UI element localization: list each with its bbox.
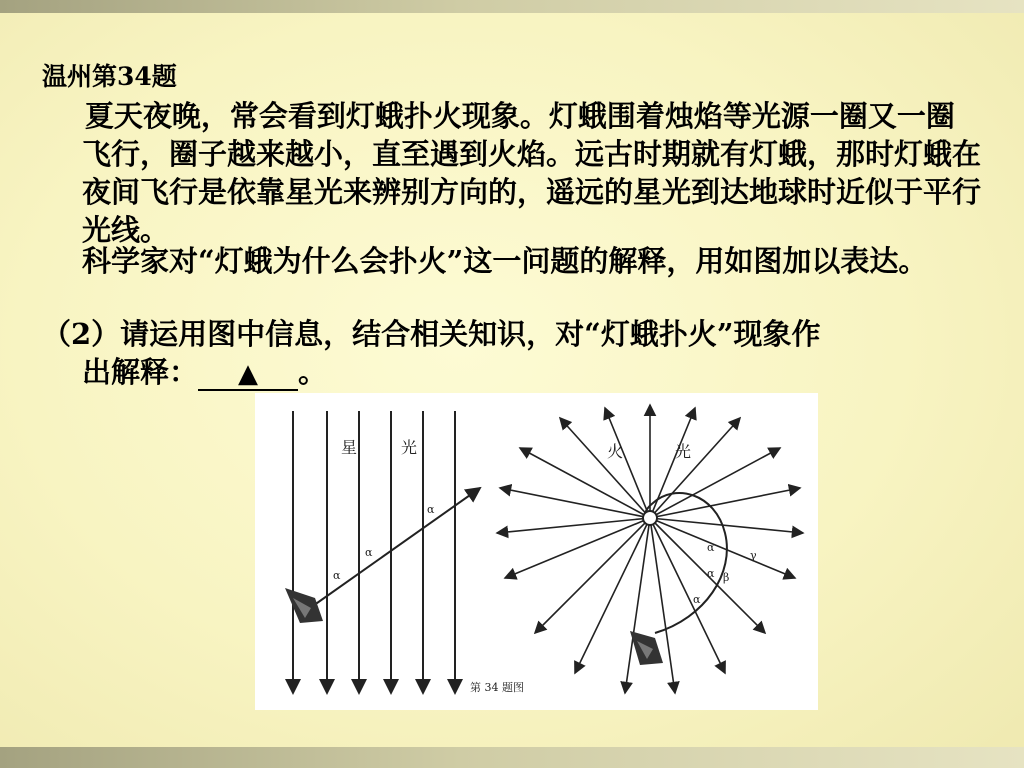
left-label-1: 星: [341, 438, 358, 457]
paragraph-explanation: 科学家对“灯蛾为什么会扑火”这一问题的解释，用如图加以表达。: [82, 244, 928, 278]
figure-caption: 第 34 题图: [470, 681, 524, 694]
right-label-2: 光: [675, 442, 692, 461]
left-label-2: 光: [401, 438, 418, 457]
moth-icon-left: [285, 588, 323, 623]
question-title: 温州第34题: [42, 62, 177, 91]
angle-label-left-2: α: [365, 546, 373, 559]
moth-diagram-svg: [255, 393, 818, 710]
angle-label-right-1: α: [707, 541, 715, 554]
starlight-rays: [293, 411, 455, 693]
right-label-1: 火: [607, 442, 624, 461]
angle-label-right-3: α: [693, 593, 701, 606]
moth-icon-right: [630, 631, 663, 665]
angle-label-right-5: γ: [750, 549, 757, 562]
answer-blank[interactable]: ▲: [198, 359, 298, 391]
question-suffix: 。: [298, 355, 328, 389]
question-prefix: （2）请运用图中信息，结合相关知识，对“灯蛾扑火”现象作: [42, 317, 821, 351]
angle-label-right-2: α: [707, 567, 715, 580]
paragraph-intro: 夏天夜晚，常会看到灯蛾扑火现象。灯蛾围着烛焰等光源一圈又一圈飞行，圈子越来越小，直至遇到火焰。远古时期就有灯蛾，那时灯蛾在夜间飞行是依靠星光来辨别方向的，遥远的星光到达地球时近似于平行光线。: [82, 99, 982, 247]
angle-label-right-4: β: [723, 571, 730, 584]
flame-icon: [643, 511, 657, 525]
top-band: [0, 0, 1024, 13]
question-prompt: [42, 315, 992, 391]
angle-label-left-3: α: [427, 503, 435, 516]
question-continuation: 出解释：: [82, 355, 199, 389]
moth-diagram: [255, 393, 818, 710]
question-continuation-line: [42, 353, 992, 391]
bottom-band: [0, 747, 1024, 768]
angle-label-left-1: α: [333, 569, 341, 582]
